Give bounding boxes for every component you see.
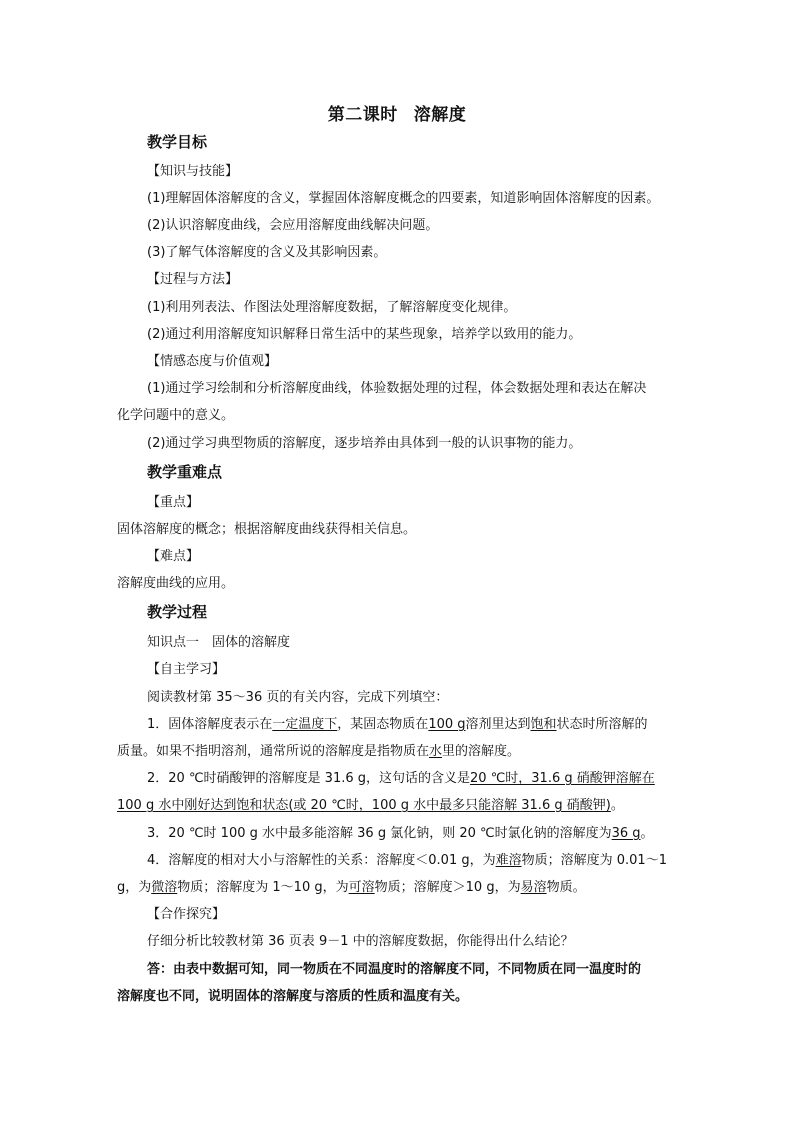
q1-text-4: 状态时所溶解的 [556, 717, 648, 732]
heading-teaching-process: 教学过程 [147, 603, 208, 621]
label-focus: 【重点】 [147, 495, 200, 510]
q3-answer-1: 36 g [611, 826, 641, 841]
q4-text-3: g，为 [117, 880, 152, 895]
knowledge-item-2: (2)认识溶解度曲线，会应用溶解度曲线解决问题。 [147, 218, 439, 233]
label-difficulty: 【难点】 [147, 549, 200, 564]
cooperative-question: 仔细分析比较教材第 36 页表 9－1 中的溶解度数据，你能得出什么结论？ [147, 934, 574, 949]
q2-text-1: 2．20 ℃时硝酸钾的溶解度是 31.6 g，这句话的含义是 [147, 771, 471, 786]
q4-text-5: 物质；溶解度＞10 g，为 [374, 880, 521, 895]
page-title [0, 100, 794, 125]
q3-text-1: 3．20 ℃时 100 g 水中最多能溶解 36 g 氯化钠，则 20 ℃时氯化钠的溶解度为 [147, 826, 612, 841]
q2-answer-2: 100 g 水中刚好达到饱和状态(或 20 ℃时，100 g 水中最多只能溶解 31.6 g 硝酸钾) [117, 798, 611, 813]
difficulty-text: 溶解度曲线的应用。 [117, 576, 235, 591]
question-2-line-2 [117, 797, 624, 815]
label-knowledge: 【知识与技能】 [147, 164, 239, 179]
q4-text-4: 物质；溶解度为 1～10 g，为 [177, 880, 349, 895]
label-self-study: 【自主学习】 [147, 662, 226, 677]
knowledge-item-3: (3)了解气体溶解度的含义及其影响因素。 [147, 245, 387, 260]
cooperative-answer-line-1: 答：由表中数据可知，同一物质在不同温度时的溶解度不同，不同物质在同一温度时的 [147, 962, 642, 977]
question-1-line-2 [117, 743, 520, 761]
q4-text-1: 4．溶解度的相对大小与溶解性的关系：溶解度＜0.01 g，为 [147, 853, 496, 868]
heading-goals: 教学目标 [147, 133, 208, 151]
heading-key-points: 教学重难点 [147, 463, 223, 481]
q4-answer-1: 难溶 [495, 853, 522, 868]
q1-text-3: 溶剂里达到 [465, 717, 531, 732]
q1-answer-2: 100 g [428, 717, 466, 732]
self-study-intro: 阅读教材第 35～36 页的有关内容，完成下列填空： [147, 690, 449, 705]
q1-text-5: 质量。如果不指明溶剂，通常所说的溶解度是指物质在 [117, 744, 430, 759]
q1-answer-4: 水 [429, 744, 443, 759]
focus-text: 固体溶解度的概念；根据溶解度曲线获得相关信息。 [117, 522, 417, 537]
q4-text-6: 物质。 [546, 880, 586, 895]
knowledge-point-1: 知识点一 固体的溶解度 [147, 635, 291, 650]
q1-answer-3: 饱和 [530, 717, 557, 732]
label-process: 【过程与方法】 [147, 272, 239, 287]
question-3 [147, 825, 654, 843]
cooperative-answer-line-2: 溶解度也不同，说明固体的溶解度与溶质的性质和温度有关。 [117, 989, 469, 1004]
label-emotion: 【情感态度与价值观】 [147, 354, 278, 369]
q3-text-2: 。 [640, 826, 654, 841]
title-lesson: 第二课时 [327, 105, 398, 125]
q2-answer-1: 20 ℃时，31.6 g 硝酸钾溶解在 [470, 771, 655, 786]
q1-text-1: 1．固体溶解度表示在 [147, 717, 273, 732]
process-item-2: (2)通过利用溶解度知识解释日常生活中的某些现象，培养学以致用的能力。 [147, 327, 582, 342]
question-1-line-1 [147, 716, 648, 734]
emotion-item-2: (2)通过学习典型物质的溶解度，逐步培养由具体到一般的认识事物的能力。 [147, 436, 582, 451]
q4-answer-4: 易溶 [520, 880, 547, 895]
q1-text-2: ，某固态物质在 [337, 717, 429, 732]
q4-answer-2: 微溶 [151, 880, 178, 895]
process-item-1: (1)利用列表法、作图法处理溶解度数据，了解溶解度变化规律。 [147, 300, 517, 315]
title-topic: 溶解度 [413, 105, 467, 125]
label-cooperative-inquiry: 【合作探究】 [147, 907, 226, 922]
emotion-item-1-line-1: (1)通过学习绘制和分析溶解度曲线，体验数据处理的过程，体会数据处理和表达在解决 [147, 381, 647, 396]
q4-text-2: 物质；溶解度为 0.01～1 [521, 853, 667, 868]
q2-text-2: 。 [610, 798, 624, 813]
emotion-item-1-line-2: 化学问题中的意义。 [117, 408, 235, 423]
q1-answer-1: 一定温度下 [272, 717, 338, 732]
question-4-line-1 [147, 852, 667, 870]
q1-text-6: 里的溶解度。 [442, 744, 521, 759]
question-4-line-2 [117, 879, 586, 897]
q4-answer-3: 可溶 [348, 880, 375, 895]
question-2-line-1 [147, 770, 655, 788]
knowledge-item-1: (1)理解固体溶解度的含义，掌握固体溶解度概念的四要素，知道影响固体溶解度的因素。 [147, 191, 660, 206]
